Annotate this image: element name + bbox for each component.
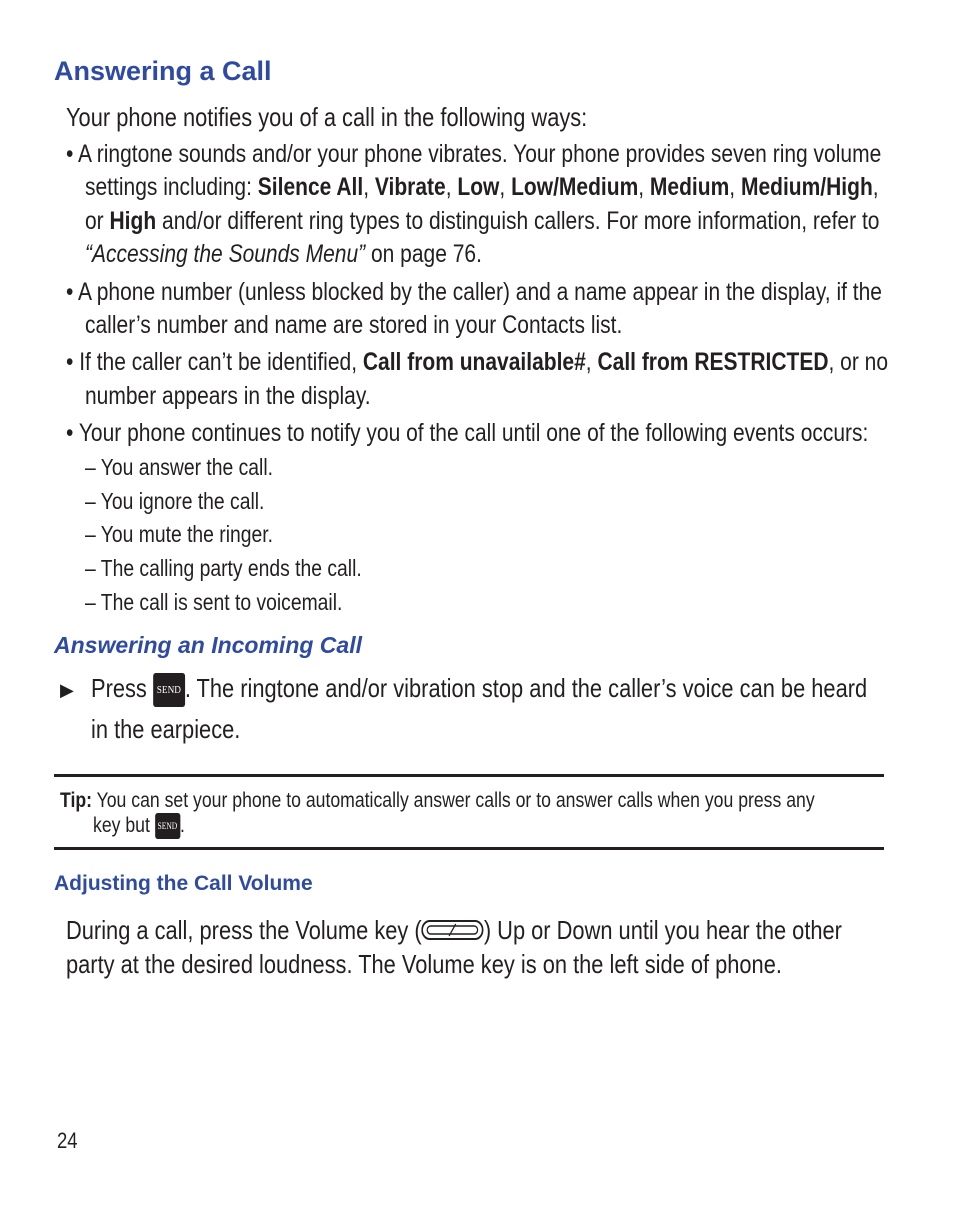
bullet-unidentified-caller: • If the caller can’t be identified, Call from unavailable#, Call from RESTRICTED, or no — [66, 348, 889, 376]
step-arrow-icon: ▶ — [60, 680, 74, 700]
page-title: Answering a Call — [54, 56, 272, 86]
bullet-marker: • — [66, 140, 74, 168]
send-key-icon: SEND — [153, 673, 185, 707]
bullet-ringtone-line3: or High and/or different ring types to distinguish callers. For more information, refer to — [85, 207, 880, 235]
bullet-phone-number-line2: caller’s number and name are stored in your Contacts list. — [85, 311, 623, 339]
subitem-caller-ends: – The calling party ends the call. — [85, 555, 362, 581]
bullet-ringtone-line2: settings including: Silence All, Vibrate, Low, Low/Medium, Medium, Medium/High, — [85, 173, 879, 201]
tip-text: Tip: You can set your phone to automatically answer calls or to answer calls when you press any — [60, 789, 815, 812]
volume-paragraph: During a call, press the Volume key ( ) Up or Down until you hear the other — [66, 913, 954, 949]
subitem-voicemail: – The call is sent to voicemail. — [85, 589, 343, 615]
step-press-send-line2: in the earpiece. — [91, 714, 241, 744]
tip-label: Tip: — [60, 789, 93, 812]
subitem-ignore: – You ignore the call. — [85, 488, 265, 514]
section-heading-volume: Adjusting the Call Volume — [54, 872, 313, 895]
send-key-icon: SEND — [155, 813, 180, 839]
bullet-marker: • — [66, 419, 74, 447]
cross-reference-link: “Accessing the Sounds Menu” — [85, 240, 366, 268]
bullet-notify-until: • Your phone continues to notify you of the call until one of the following events occurs: — [66, 419, 869, 447]
bullet-ringtone-line4: “Accessing the Sounds Menu” on page 76. — [85, 240, 482, 268]
tip-text-line2: key but SEND . — [93, 813, 202, 839]
subitem-answer: – You answer the call. — [85, 454, 273, 480]
tip-top-rule — [54, 774, 884, 777]
subitem-mute: – You mute the ringer. — [85, 521, 273, 547]
volume-key-icon — [422, 915, 484, 949]
step-press-send: Press SEND . The ringtone and/or vibration stop and the caller’s voice can be heard — [91, 671, 954, 707]
bullet-marker: • — [66, 348, 74, 376]
intro-paragraph: Your phone notifies you of a call in the following ways: — [66, 102, 588, 132]
bullet-unidentified-caller-line2: number appears in the display. — [85, 382, 371, 410]
bullet-phone-number: • A phone number (unless blocked by the caller) and a name appear in the display, if the — [66, 278, 882, 306]
section-heading-incoming: Answering an Incoming Call — [54, 632, 362, 658]
volume-paragraph-line2: party at the desired loudness. The Volume key is on the left side of phone. — [66, 949, 782, 979]
tip-bottom-rule — [54, 847, 884, 850]
bullet-marker: • — [66, 278, 74, 306]
page-number: 24 — [57, 1128, 78, 1153]
bullet-ringtone: • A ringtone sounds and/or your phone vibrates. Your phone provides seven ring volume — [66, 140, 882, 168]
